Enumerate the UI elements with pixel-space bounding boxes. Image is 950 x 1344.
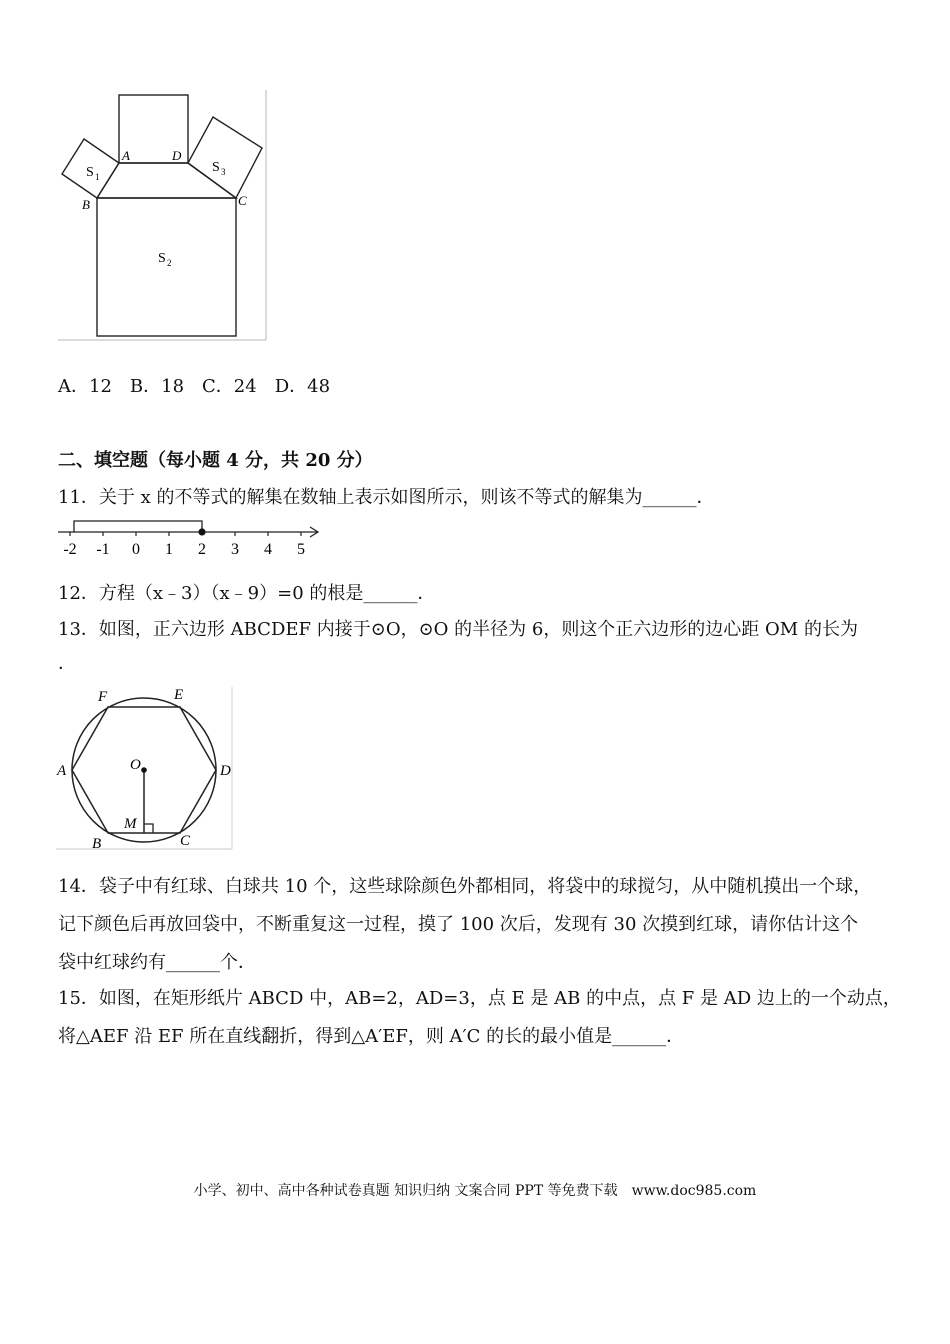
vertex-label-a: A [57, 763, 67, 779]
vertex-label-c: C [238, 193, 247, 208]
tick-label: 4 [264, 541, 272, 558]
q13-hexagon-figure [52, 683, 238, 853]
tick-label: 2 [198, 541, 206, 558]
question-15-line-1: 15．如图，在矩形纸片 ABCD 中，AB=2，AD=3，点 E 是 AB 的中点，点 F 是 AD 边上的一个动点， [58, 988, 901, 1009]
page-footer: 小学、初中、高中各种试卷真题 知识归纳 文案合同 PPT 等免费下载 www.doc985.com [193, 1183, 757, 1199]
question-15-line-2: 将△AEF 沿 EF 所在直线翻折，得到△A′EF，则 A′C 的长的最小值是______． [58, 1026, 685, 1047]
question-11: 11．关于 x 的不等式的解集在数轴上表示如图所示，则该不等式的解集为______． [58, 487, 715, 508]
vertex-label-f: F [98, 689, 108, 705]
area-label-s2: S [158, 251, 166, 266]
section-2-title: 二、填空题（每小题 4 分，共 20 分） [58, 450, 373, 471]
tick-label: 1 [165, 541, 173, 558]
vertex-label-e: E [174, 687, 184, 703]
question-13-line-1: 13．如图，正六边形 ABCDEF 内接于⊙O，⊙O 的半径为 6，则这个正六边形的边心距 OM 的长为 [58, 619, 858, 640]
question-14-line-2: 记下颜色后再放回袋中，不断重复这一过程，摸了 100 次后，发现有 30 次摸到红球，请你估计这个 [58, 914, 859, 935]
question-14-line-1: 14．袋子中有红球、白球共 10 个，这些球除颜色外都相同，将袋中的球搅匀，从中随机摸出一个球， [58, 876, 872, 897]
center-label-o: O [130, 757, 141, 773]
q11-number-line [56, 518, 326, 558]
q10-figure [56, 88, 270, 343]
vertex-label-b: B [82, 197, 90, 212]
vertex-label-d: D [172, 148, 182, 163]
tick-label: 5 [297, 541, 305, 558]
tick-label: 0 [132, 541, 140, 558]
tick-label: 3 [231, 541, 239, 558]
area-label-s1: S [86, 165, 94, 180]
area-label-s1-sub: 1 [95, 172, 100, 182]
vertex-label-a: A [122, 148, 130, 163]
vertex-label-b: B [92, 836, 102, 852]
q10-choices: A．12 B．18 C．24 D．48 [58, 376, 331, 397]
point-label-m: M [124, 816, 137, 832]
area-label-s3-sub: 3 [221, 167, 226, 177]
vertex-label-d: D [220, 763, 231, 779]
vertex-label-c: C [180, 833, 191, 849]
question-12: 12．方程（x﹣3）（x﹣9）=0 的根是______． [58, 583, 436, 604]
area-label-s2-sub: 2 [167, 258, 172, 268]
area-label-s3: S [212, 160, 220, 175]
question-13-line-2: ． [58, 653, 76, 674]
tick-label: -2 [63, 541, 77, 558]
question-14-line-3: 袋中红球约有______个． [58, 952, 256, 973]
tick-label: -1 [96, 541, 110, 558]
